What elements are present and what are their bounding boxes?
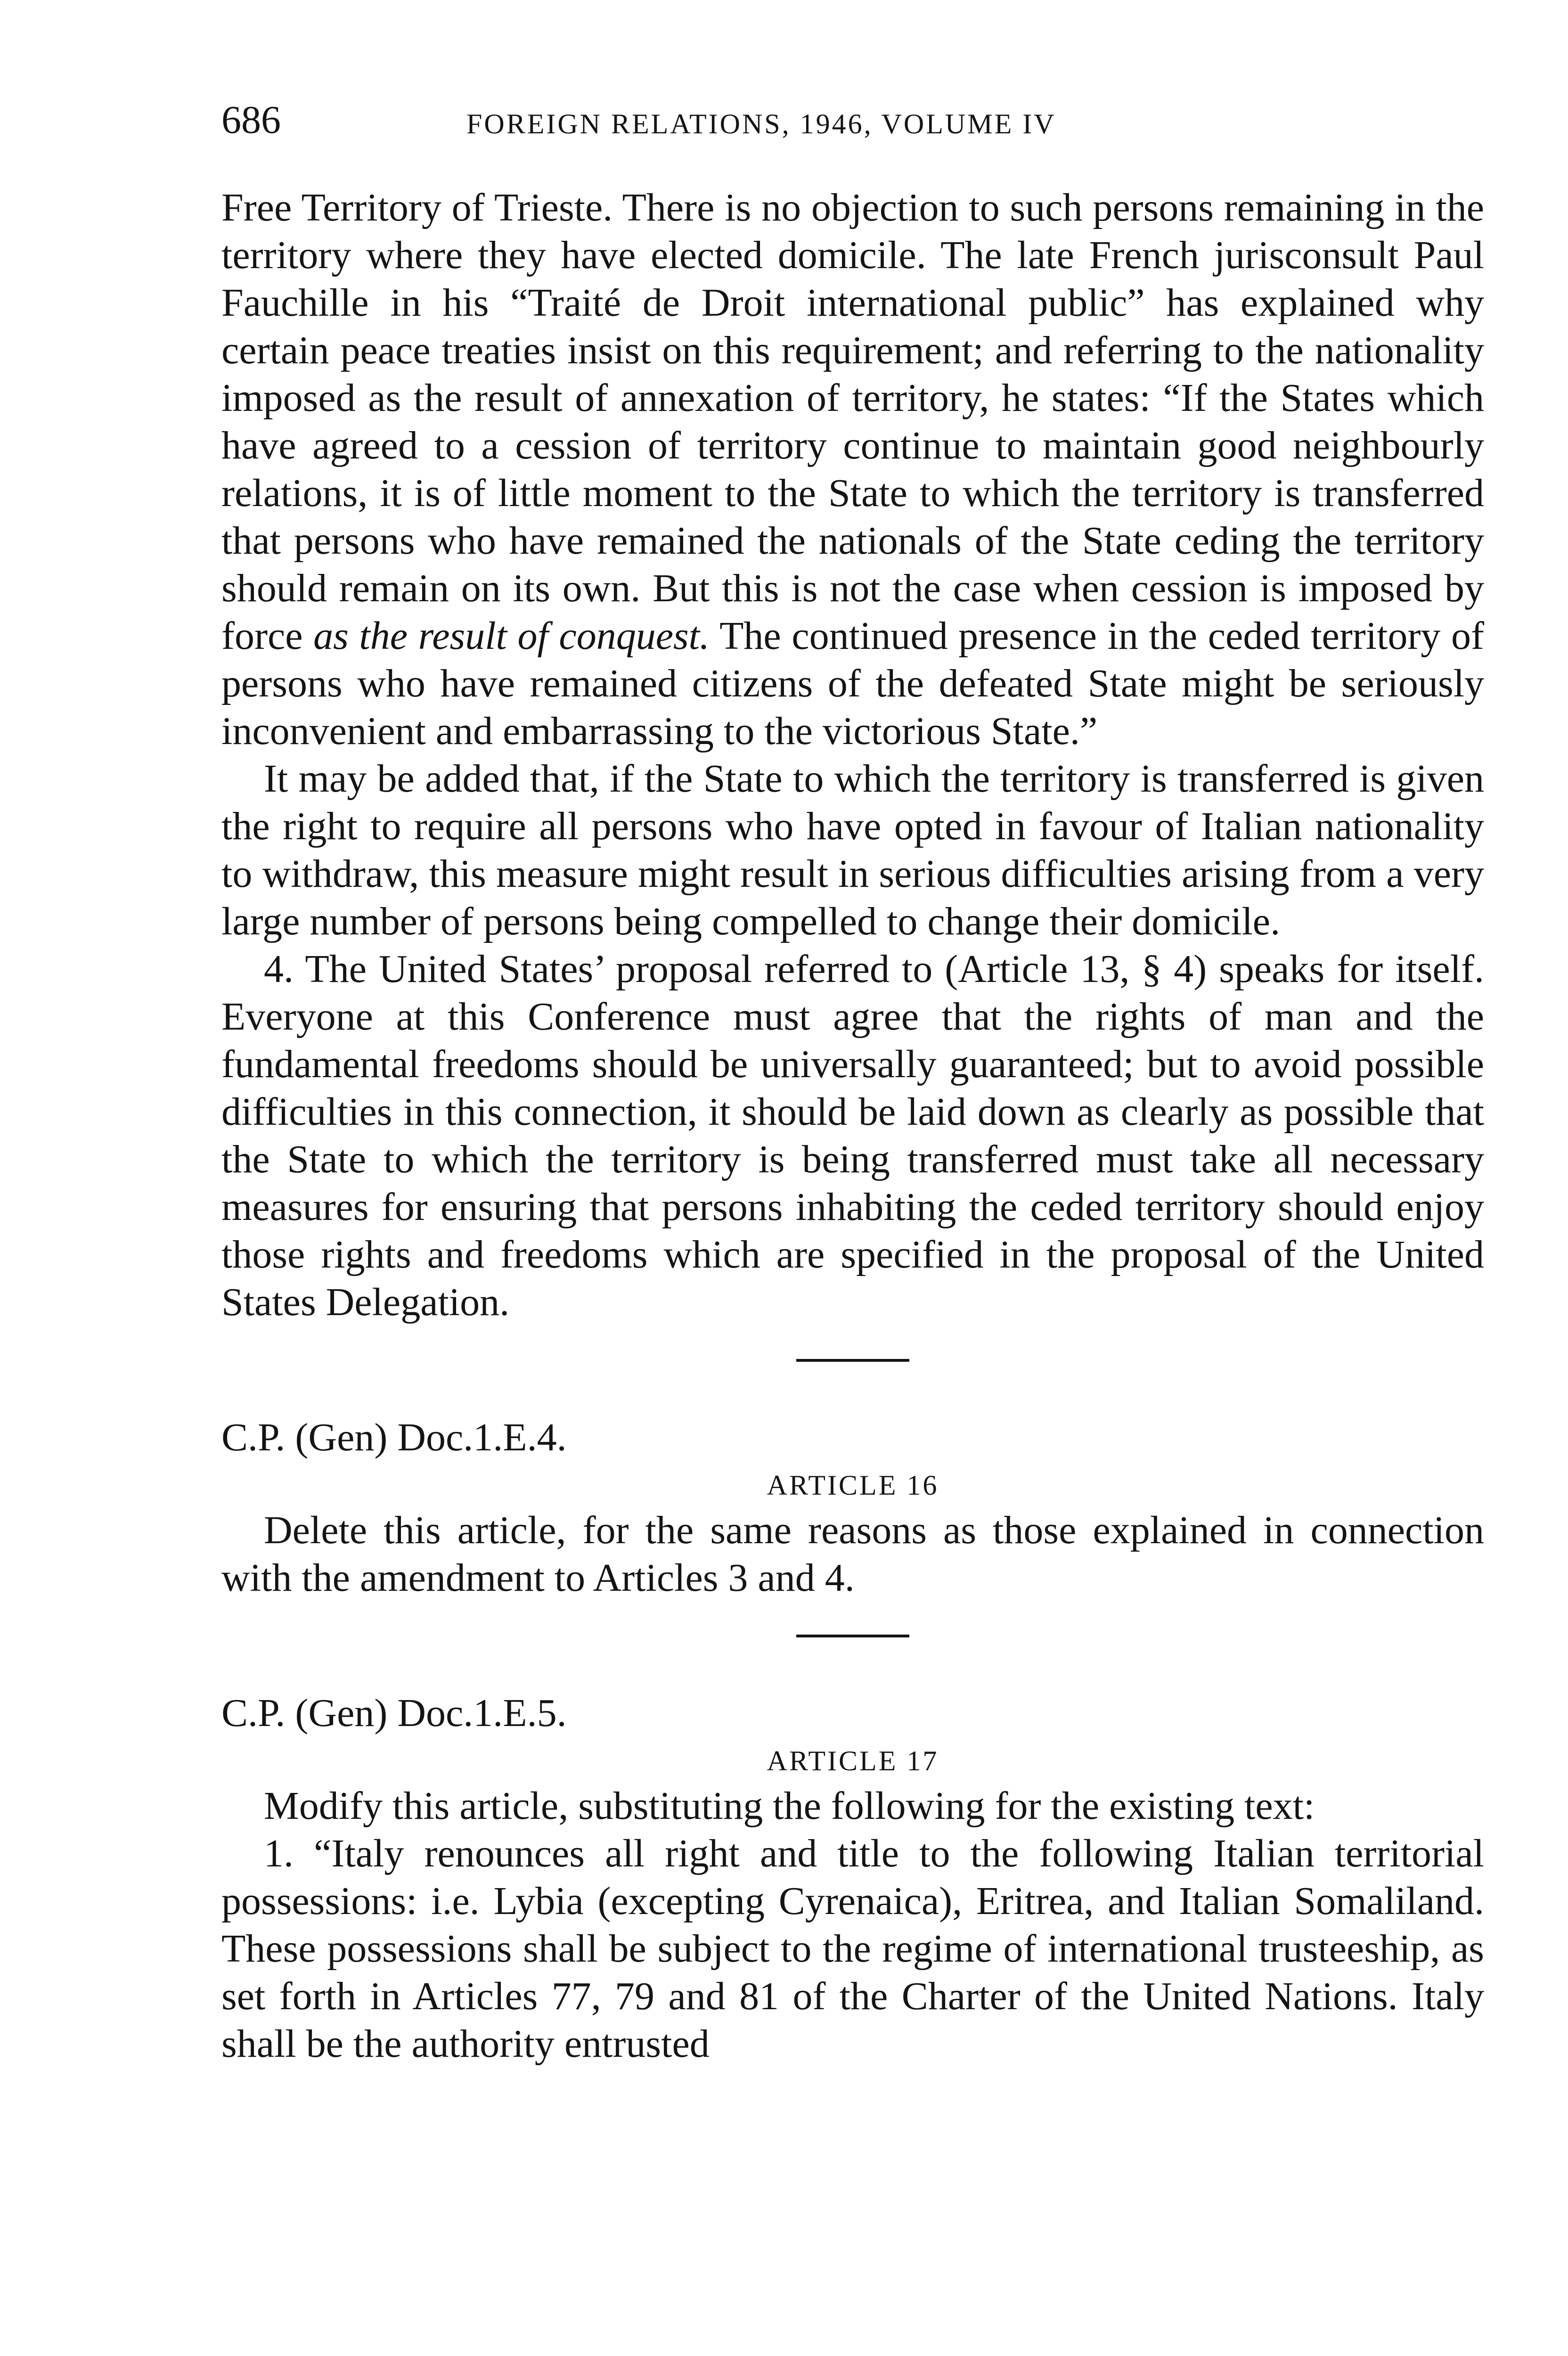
paragraph-human-rights: 4. The United States’ proposal referred to (Article 13, § 4) speaks for itself. Everyone at this Conference must agree that the rights of man and the fundamental freedoms should be universally guaranteed; but to avoid possible difficulties in this connection, it should be laid down as clearly as possible that the State to which the territory is being transferred must take all necessary measures for ensuring that persons inhabiting the ceded territory should enjoy those rights and freedoms which are specified in the proposal of the United States Delegation.	[221, 947, 1484, 1324]
paragraph-text: The continued presence in the ceded territory of persons who have remained citizens of the defeated State might be seriously inconvenient and embarrassing to the victorious State.”	[221, 614, 1485, 753]
article-17-quote: 1. “Italy renounces all right and title to the following Italian territorial possessions: i.e. Lybia (excepting Cyrenaica), Eritrea, and Italian Somaliland. These possessions shall be subject to the regime of international trusteeship, as set forth in Articles 77, 79 and 81 of the Charter of the United Nations. Italy shall be the authority entrusted	[221, 1832, 1484, 2066]
section-divider	[796, 1635, 909, 1637]
running-title: FOREIGN RELATIONS, 1946, VOLUME IV	[466, 108, 1056, 139]
italic-phrase: as the result of conquest.	[313, 614, 710, 658]
document-reference: C.P. (Gen) Doc.1.E.4.	[221, 1415, 567, 1459]
article-heading: ARTICLE 17	[767, 1745, 939, 1776]
paragraph-text: Free Territory of Trieste. There is no objection to such persons remaining in the territory where they have elected domicile. The late French jurisconsult Paul Fauchille in his “Traité de Droit international public” has explained why certain peace treaties insist on this requirement; and referring to the nationality imposed as the result of annexation of territory, he states: “If the States which have agreed to a cession of territory continue to maintain good neighbourly relations, it is of little moment to the State to which the territory is transferred that persons who have remained the nationals of the State ceding the territory should remain on its own. But this is not the case when cession is imposed by force	[221, 186, 1484, 658]
document-reference: C.P. (Gen) Doc.1.E.5.	[221, 1691, 567, 1735]
article-heading: ARTICLE 16	[767, 1470, 939, 1501]
paragraph-fauchille-quote	[221, 184, 1484, 755]
paragraph-option-withdrawal: It may be added that, if the State to which the territory is transferred is given the right to require all persons who have opted in favour of Italian nationality to withdraw, this measure might result in serious difficulties arising from a very large number of persons being compelled to change their domicile.	[221, 757, 1484, 943]
article-17-text: Modify this article, substituting the following for the existing text:	[264, 1784, 1315, 1828]
section-divider	[796, 1359, 909, 1362]
page-number: 686	[221, 98, 281, 142]
page-header	[221, 94, 1484, 146]
article-16-text: Delete this article, for the same reasons as those explained in connection with the amendment to Articles 3 and 4.	[221, 1508, 1484, 1600]
page-content	[221, 184, 1484, 2068]
